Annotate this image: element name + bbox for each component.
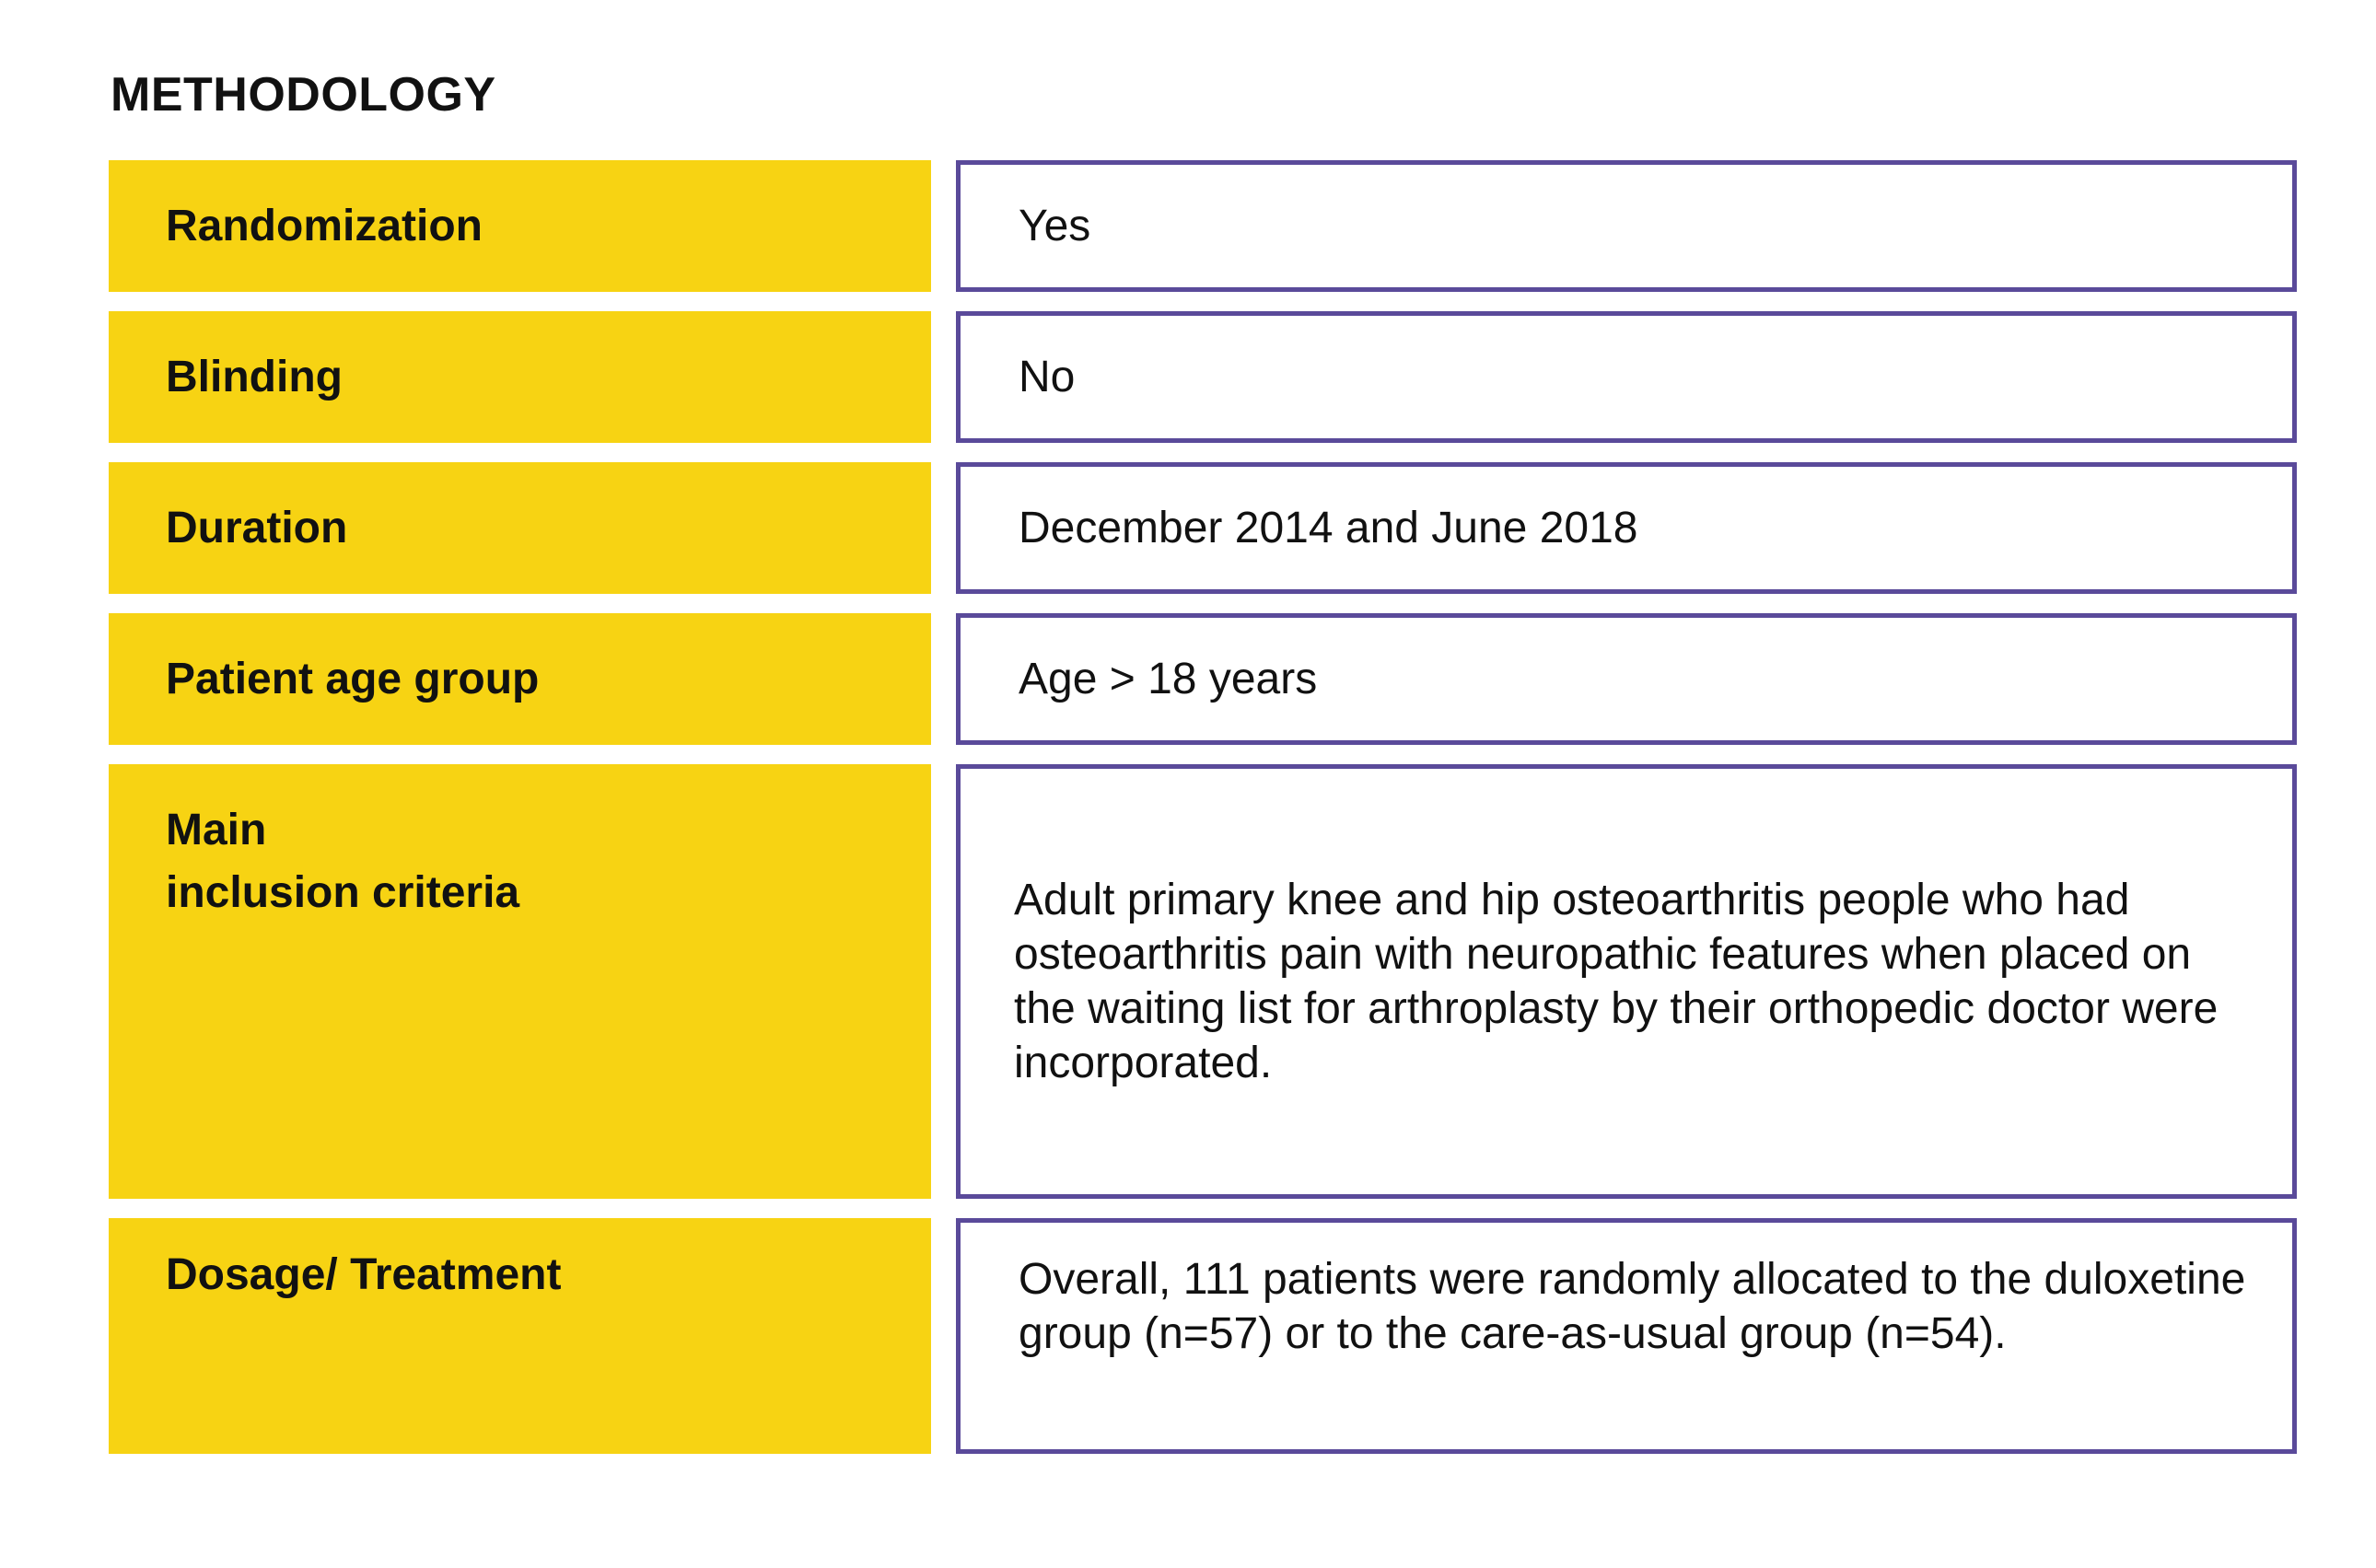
- row-value: December 2014 and June 2018: [1019, 503, 1638, 552]
- row-value-cell: [956, 160, 2297, 292]
- row-value: No: [1019, 352, 1076, 401]
- row-label: Duration: [166, 503, 348, 552]
- row-label-cell: [109, 1218, 931, 1454]
- row-value-cell: [956, 462, 2297, 594]
- table-row: [109, 1218, 2297, 1454]
- row-value: Adult primary knee and hip osteoarthritis people who had osteoarthritis pain with neuropathic features when placed on the waiting list for arthroplasty by their orthopedic doctor were incorporated.: [1014, 876, 2219, 1087]
- row-value: Age > 18 years: [1019, 654, 1318, 703]
- row-label-cell: [109, 311, 931, 443]
- row-label-cell: [109, 613, 931, 745]
- row-value: Yes: [1019, 201, 1091, 250]
- row-label-cell: [109, 160, 931, 292]
- row-value: Overall, 111 patients were randomly allocated to the duloxetine group (n=57) or to the care-as-usual group (n=54).: [1019, 1255, 2246, 1358]
- page-title: METHODOLOGY: [111, 68, 496, 122]
- row-label-cell: [109, 764, 931, 1199]
- row-value-cell: [956, 764, 2297, 1199]
- row-value-cell: [956, 311, 2297, 443]
- table-row: [109, 462, 2297, 594]
- row-label-cell: [109, 462, 931, 594]
- row-value-cell: [956, 613, 2297, 745]
- row-label: Blinding: [166, 352, 343, 401]
- row-label: Dosage/ Treatment: [166, 1250, 562, 1299]
- row-label: Patient age group: [166, 654, 540, 703]
- row-value-cell: [956, 1218, 2297, 1454]
- table-row: [109, 311, 2297, 443]
- table-row: [109, 160, 2297, 292]
- row-label-line: Main: [166, 806, 267, 854]
- row-label-line: inclusion criteria: [166, 868, 520, 917]
- table-row: [109, 613, 2297, 745]
- table-row: [109, 764, 2297, 1199]
- row-label: Randomization: [166, 201, 483, 250]
